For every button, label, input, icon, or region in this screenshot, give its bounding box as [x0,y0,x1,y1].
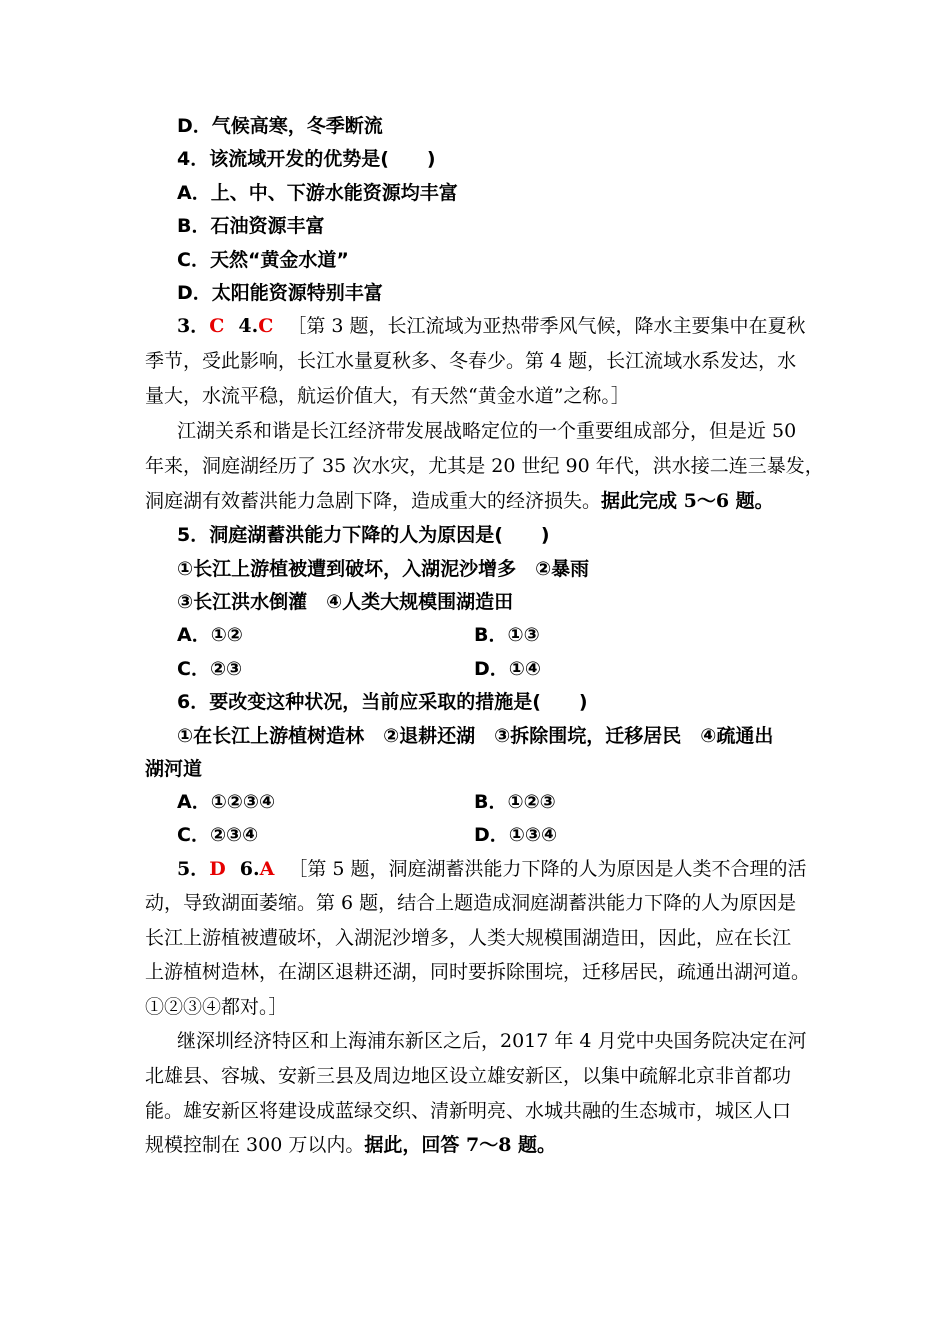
passage2-line2: 年来，洞庭湖经历了 35 次水灾，尤其是 20 世纪 90 年代，洪水接二连三暴发， [145,455,824,477]
q5-option-a: A．①② [177,624,243,646]
q6-option-b: B．①②③ [474,791,556,813]
q4-stem: 4．该流域开发的优势是( ) [177,148,436,170]
q6-option-d: D．①③④ [474,824,558,846]
q4-option-b: B．石油资源丰富 [177,215,325,237]
answer-5-number: 5． [177,858,210,880]
q4-option-c: C．天然“黄金水道” [177,249,349,271]
passage2-instruction: 据此完成 5～6 题。 [601,490,774,512]
answer-5-letter: D [209,858,226,880]
answer-6-number: 6. [239,858,260,880]
answer-5-6-line5: ①②③④都对。］ [145,996,288,1018]
answer-4-letter: C [258,315,274,337]
answer-6-letter: A [259,858,275,880]
answer-5-6-line4: 上游植树造林，在湖区退耕还湖，同时要拆除围垸，迁移居民，疏通出湖河道。 [145,961,811,983]
q6-stem: 6．要改变这种状况，当前应采取的措施是( ) [177,691,588,713]
q6-items-line2: 湖河道 [145,758,203,780]
q5-option-c: C．②③ [177,658,243,680]
q5-items-line1: ①长江上游植被遭到破坏，入湖泥沙增多 ②暴雨 [177,558,590,580]
q5-option-b: B．①③ [474,624,540,646]
passage2-line3 [145,488,774,514]
q6-option-c: C．②③④ [177,824,259,846]
passage3-line2: 北雄县、容城、安新三县及周边地区设立雄安新区，以集中疏解北京非首都功 [145,1065,792,1087]
q4-option-d: D．太阳能资源特别丰富 [177,282,383,304]
answer-3-letter: C [209,315,225,337]
answer-3-4-line3: 量大，水流平稳，航运价值大，有天然“黄金水道”之称。］ [145,385,630,407]
passage3-line4 [145,1132,556,1158]
answer-3-4-line2: 季节，受此影响，长江水量夏秋多、冬春少。第 4 题，长江流域水系发达，水 [145,350,797,372]
q3-option-d: D．气候高寒，冬季断流 [177,115,383,137]
passage2-line3-text: 洞庭湖有效蓄洪能力急剧下降，造成重大的经济损失。 [145,490,602,512]
answer-4-number: 4. [238,315,259,337]
passage3-line4-text: 规模控制在 300 万以内。 [145,1134,365,1156]
answer-3-4-line1 [177,313,806,339]
passage3-line1: 继深圳经济特区和上海浦东新区之后，2017 年 4 月党中央国务院决定在河 [177,1030,807,1052]
q6-option-a: A．①②③④ [177,791,276,813]
q6-items-line1: ①在长江上游植树造林 ②退耕还湖 ③拆除围垸，迁移居民 ④疏通出 [177,725,774,747]
q5-items-line2: ③长江洪水倒灌 ④人类大规模围湖造田 [177,591,514,613]
passage3-instruction: 据此，回答 7～8 题。 [364,1134,557,1156]
answer-3-4-explanation: ［第 3 题，长江流域为亚热带季风气候，降水主要集中在夏秋 [287,315,806,337]
answer-3-number: 3． [177,315,210,337]
answer-5-6-line3: 长江上游植被遭破坏，入湖泥沙增多，人类大规模围湖造田，因此，应在长江 [145,927,792,949]
answer-5-6-explanation: ［第 5 题，洞庭湖蓄洪能力下降的人为原因是人类不合理的活 [288,858,807,880]
q4-option-a: A．上、中、下游水能资源均丰富 [177,182,458,204]
q5-option-d: D．①④ [474,658,541,680]
passage2-line1: 江湖关系和谐是长江经济带发展战略定位的一个重要组成部分，但是近 50 [177,420,797,442]
q5-stem: 5．洞庭湖蓄洪能力下降的人为原因是( ) [177,524,550,546]
answer-5-6-line2: 动，导致湖面萎缩。第 6 题，结合上题造成洞庭湖蓄洪能力下降的人为原因是 [145,892,797,914]
passage3-line3: 能。雄安新区将建设成蓝绿交织、清新明亮、水城共融的生态城市，城区人口 [145,1100,792,1122]
answer-5-6-line1 [177,856,806,882]
